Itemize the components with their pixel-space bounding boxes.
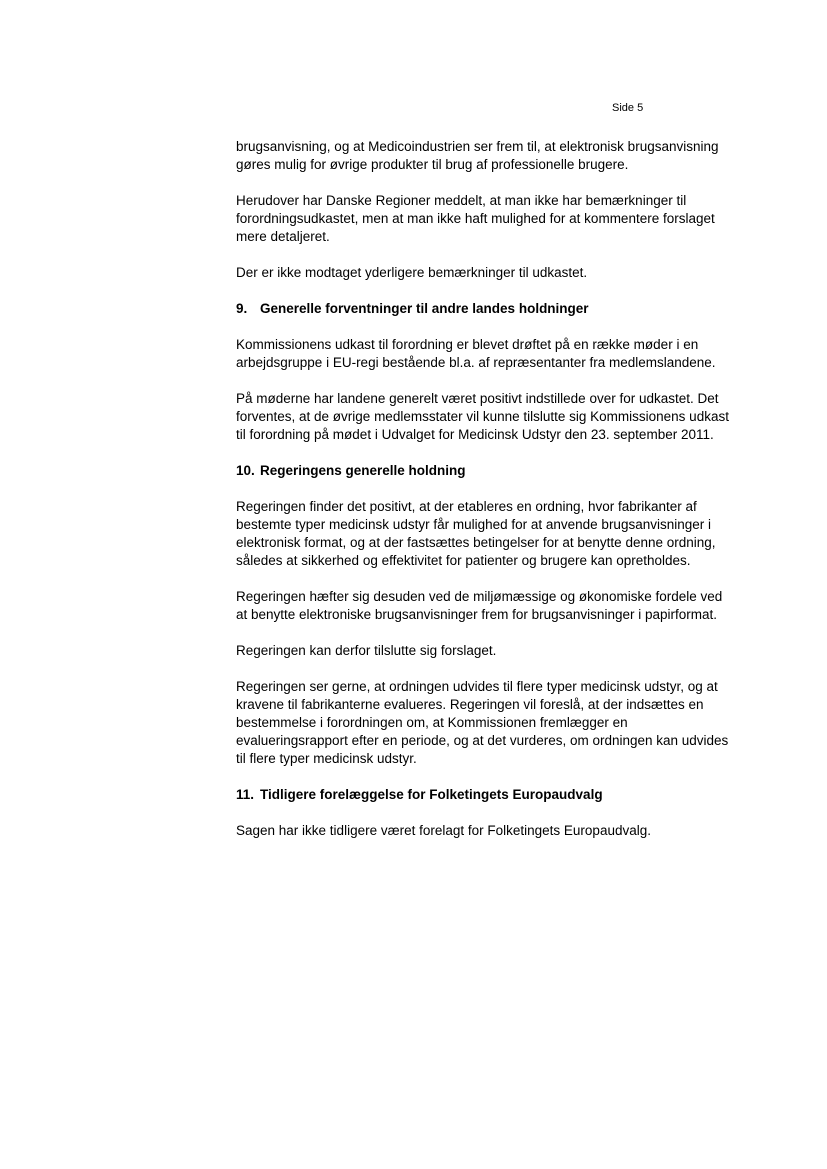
- paragraph: Der er ikke modtaget yderligere bemærkninger til udkastet.: [236, 265, 588, 280]
- document-body: [236, 138, 748, 858]
- section-heading-10: [236, 462, 748, 480]
- paragraph: brugsanvisning, og at Medicoindustrien ser frem til, at elektronisk brugsanvisning gøres mulig for øvrige produkter til brug af professionelle brugere.: [236, 139, 719, 172]
- paragraph: På møderne har landene generelt været positivt indstillede over for udkastet. Det forventes, at de øvrige medlemsstater vil kunne tilslutte sig Kommissionens udkast til forordning på mødet i Udvalget for Medicinsk Udstyr den 23. september 2011.: [236, 391, 729, 442]
- page-number: Side 5: [612, 102, 644, 114]
- section-heading-9: [236, 300, 748, 318]
- paragraph: Regeringen ser gerne, at ordningen udvides til flere typer medicinsk udstyr, og at kravene til fabrikanterne evalueres. Regeringen vil foreslå, at der indsættes en bestemmelse i forordningen om, at Kommissionen fremlægger en evalueringsrapport efter en periode, og at det vurderes, om ordningen kan udvides til flere typer medicinsk udstyr.: [236, 679, 729, 766]
- paragraph: Regeringen kan derfor tilslutte sig forslaget.: [236, 643, 497, 658]
- section-title: Tidligere forelæggelse for Folketingets Europaudvalg: [260, 787, 603, 802]
- section-number: 11.: [236, 787, 255, 802]
- paragraph: Herudover har Danske Regioner meddelt, at man ikke har bemærkninger til forordningsudkastet, men at man ikke haft mulighed for at kommentere forslaget mere detaljeret.: [236, 193, 715, 244]
- paragraph: Regeringen hæfter sig desuden ved de miljømæssige og økonomiske fordele ved at benytte elektroniske brugsanvisninger frem for brugsanvisninger i papirformat.: [236, 589, 723, 622]
- section-heading-11: [236, 786, 748, 804]
- section-title: Generelle forventninger til andre landes holdninger: [260, 301, 589, 316]
- section-number: 10.: [236, 463, 255, 478]
- paragraph: Regeringen finder det positivt, at der etableres en ordning, hvor fabrikanter af bestemte typer medicinsk udstyr får mulighed for at anvende brugsanvisninger i elektronisk format, og at der fastsættes betingelser for at benytte denne ordning, således at sikkerhed og effektivitet for patienter og brugere kan opretholdes.: [236, 499, 716, 568]
- section-number: 9.: [236, 301, 248, 316]
- paragraph: Sagen har ikke tidligere været forelagt for Folketingets Europaudvalg.: [236, 823, 651, 838]
- section-title: Regeringens generelle holdning: [260, 463, 466, 478]
- paragraph: Kommissionens udkast til forordning er blevet drøftet på en række møder i en arbejdsgruppe i EU-regi bestående bl.a. af repræsentanter fra medlemslandene.: [236, 337, 716, 370]
